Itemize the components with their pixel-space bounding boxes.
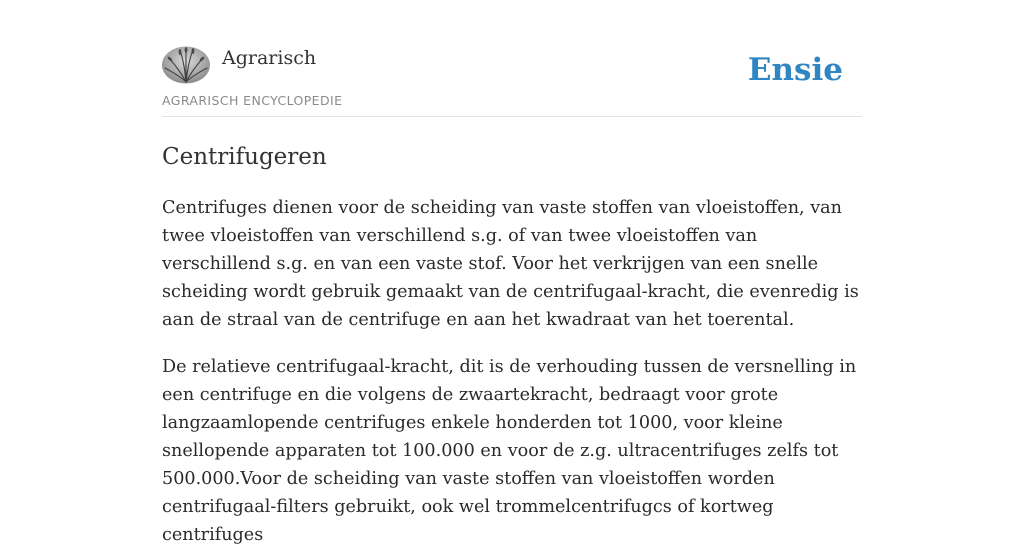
wheat-sheaf-icon[interactable]	[162, 46, 210, 84]
article-title: Centrifugeren	[162, 144, 327, 170]
article-paragraph: De relatieve centrifugaal-kracht, dit is de verhouding tussen de versnelling in een centrifuge en die volgens de zwaartekracht, bedraagt voor grote langzaamlopende centrifuges enkele honderden tot 1000, voor kleine snellopende apparaten tot 100.000 en voor de z.g. ultracentrifuges zelfs tot 500.000.Voor de scheiding van vaste stoffen van vloeistoffen worden centrifugaal-filters gebruikt, ook wel trommelcentrifugcs of kortweg centrifuges	[162, 357, 857, 545]
article-body	[162, 194, 862, 549]
site-name[interactable]: Agrarisch	[222, 47, 317, 69]
brand-logo-link[interactable]: Ensie	[747, 52, 843, 88]
site-header	[162, 0, 862, 117]
article-paragraph: Centrifuges dienen voor de scheiding van vaste stoffen van vloeistoffen, van twee vloeistoffen van verschillend s.g. of van twee vloeistoffen van verschillend s.g. en van een vaste stof. Voor het verkrijgen van een snelle scheiding wordt gebruik gemaakt van de centrifugaal-kracht, die evenredig is aan de straal van de centrifuge en aan het kwadraat van het toerental.	[162, 198, 859, 330]
page-container	[162, 0, 862, 549]
site-subtitle: AGRARISCH ENCYCLOPEDIE	[162, 93, 343, 108]
